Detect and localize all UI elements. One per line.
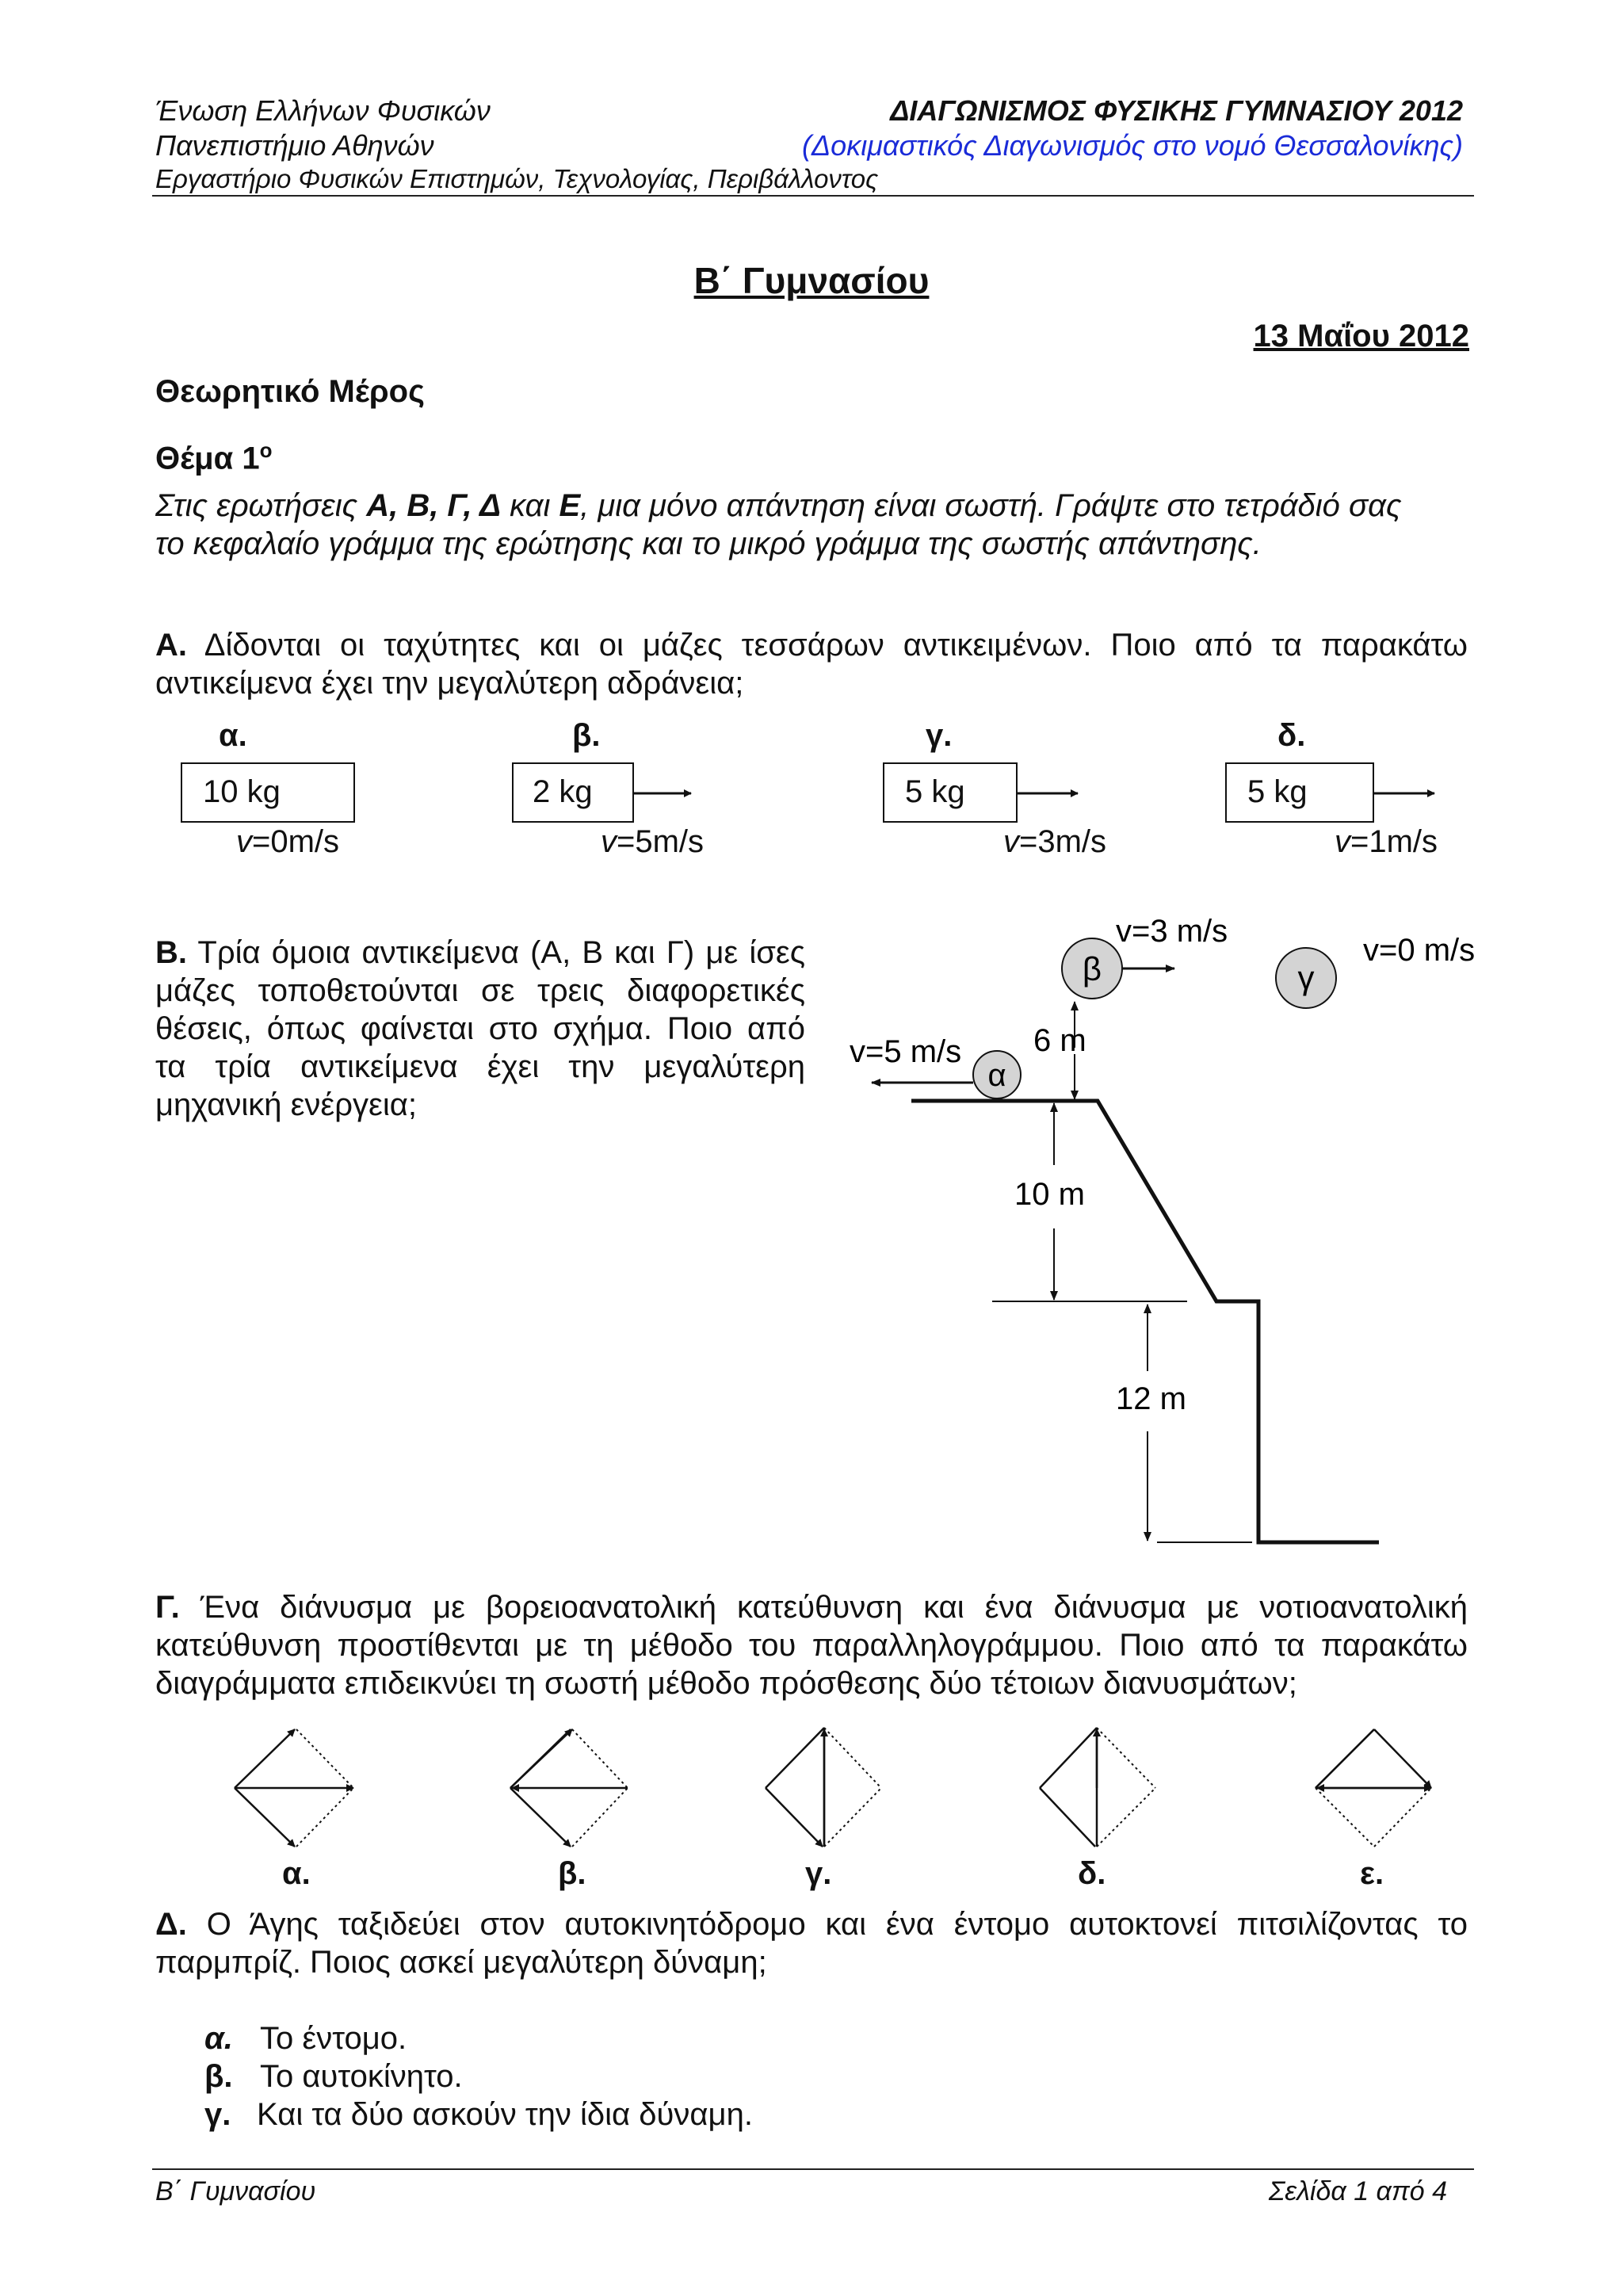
qb-height-6m: 6 m <box>1033 1023 1086 1058</box>
qa-option-a-label: α. <box>219 718 247 753</box>
qg-label-epsilon: ε. <box>1360 1856 1384 1891</box>
qa-option-d-label: δ. <box>1277 718 1306 753</box>
question-b: Β. Τρία όμοια αντικείμενα (Α, Β και Γ) με ίσες μάζες τοποθετούνται σε τρεις διαφορετικές θέσεις, όπως φαίνεται στο σχήμα. Ποιο από τα τρία αντικείμενα έχει την μεγαλύτερη μηχανική ενέργεια; <box>155 935 806 1122</box>
qa-speed-d: v=1m/s <box>1335 824 1438 859</box>
qd-option-c: γ. Και τα δύο ασκούν την ίδια δύναμη. <box>204 2097 753 2132</box>
theme-title: Θέμα $1^o$ <box>155 438 273 476</box>
header-lab: Εργαστήριο Φυσικών Επιστημών, Τεχνολογίας, Περιβάλλοντος <box>155 164 879 193</box>
qb-speed-beta: v=3 m/s <box>1116 914 1228 949</box>
qa-option-c-label: γ. <box>926 718 953 753</box>
qg-diagram-epsilon <box>1316 1729 1431 1847</box>
qg-label-gamma: γ. <box>805 1856 832 1891</box>
qa-mass-box-b: 2 kg <box>512 762 634 823</box>
qg-diagram-beta <box>510 1729 628 1847</box>
question-a: Α. Δίδονται οι ταχύτητες και οι μάζες τεσσάρων αντικειμένων. Ποιο από τα παρακάτω αντικείμενα έχει την μεγαλύτερη αδράνεια; <box>155 628 1468 701</box>
section-title: Θεωρητικό Μέρος <box>155 374 425 409</box>
header-contest-subtitle: (Δοκιμαστικός Διαγωνισμός στο νομό Θεσσαλονίκης) <box>802 129 1463 162</box>
qa-speed-a: v=0m/s <box>236 824 340 859</box>
question-d: Δ. Ο Άγης ταξιδεύει στον αυτοκινητόδρομο και ένα έντομο αυτοκτονεί πιτσιλίζοντας το παρμπρίζ. Ποιος ασκεί μεγαλύτερη δύναμη; <box>155 1907 1468 1980</box>
header-org-name: Ένωση Ελλήνων Φυσικών <box>155 94 491 127</box>
qa-mass-box-a: 10 kg <box>181 762 355 823</box>
qa-velocity-arrows <box>0 0 1623 872</box>
footer-grade: Β΄ Γυμνασίου <box>155 2176 316 2206</box>
header-contest-title: ΔΙΑΓΩΝΙΣΜΟΣ ΦΥΣΙΚΗΣ ΓΥΜΝΑΣΙΟΥ 2012 <box>890 94 1463 127</box>
qb-speed-alpha: v=5 m/s <box>850 1034 962 1069</box>
header-university: Πανεπιστήμιο Αθηνών <box>155 129 434 162</box>
instructions: Στις ερωτήσεις Α, Β, Γ, Δ και Ε, μια μόνο απάντηση είναι σωστή. Γράψτε στο τετράδιό σας το κεφαλαίο γράμμα της ερώτησης και το μικρό γράμμα της σωστής απάντησης. <box>155 488 1402 561</box>
qa-option-b-label: β. <box>572 718 601 753</box>
qb-figure <box>824 904 1522 1561</box>
qg-label-delta: δ. <box>1078 1856 1106 1891</box>
footer-rule <box>152 2168 1474 2170</box>
qg-label-alpha: α. <box>282 1856 311 1891</box>
qb-speed-gamma: v=0 m/s <box>1363 933 1476 968</box>
qb-object-beta-label: β <box>1082 950 1102 988</box>
qg-label-beta: β. <box>558 1856 586 1891</box>
qg-diagram-delta <box>1040 1728 1155 1847</box>
exam-date: 13 Μαΐου 2012 <box>1253 319 1469 353</box>
qa-mass-box-c: 5 kg <box>883 762 1018 823</box>
qb-height-12m: 12 m <box>1116 1381 1186 1416</box>
footer-page-number: Σελίδα 1 από 4 <box>1268 2176 1447 2206</box>
qa-mass-box-d: 5 kg <box>1225 762 1374 823</box>
qg-diagram-gamma <box>766 1728 881 1847</box>
qg-diagram-alpha <box>235 1729 353 1847</box>
question-g: Γ. Ένα διάνυσμα με βορειοανατολική κατεύθυνση και ένα διάνυσμα με νοτιοανατολική κατεύθυνση προστίθενται με τη μέθοδο του παραλληλογράμμου. Ποιο από τα παρακάτω διαγράμματα επιδεικνύει τη σωστή μέθοδο πρόσθεσης δύο τέτοιων διανυσμάτων; <box>155 1590 1468 1701</box>
qd-options <box>204 2019 753 2134</box>
qb-object-gamma-label: γ <box>1297 959 1315 996</box>
qd-option-b: β. Το αυτοκίνητο. <box>204 2059 463 2094</box>
qa-speed-c: v=3m/s <box>1003 824 1107 859</box>
qb-terrain <box>911 1101 1379 1542</box>
qb-object-alpha-label: α <box>987 1058 1006 1093</box>
qd-option-a: α. Το έντομο. <box>204 2021 407 2056</box>
qb-height-10m: 10 m <box>1014 1177 1085 1212</box>
page-title: Β΄ Γυμνασίου <box>693 260 930 301</box>
qa-speed-b: v=5m/s <box>601 824 705 859</box>
